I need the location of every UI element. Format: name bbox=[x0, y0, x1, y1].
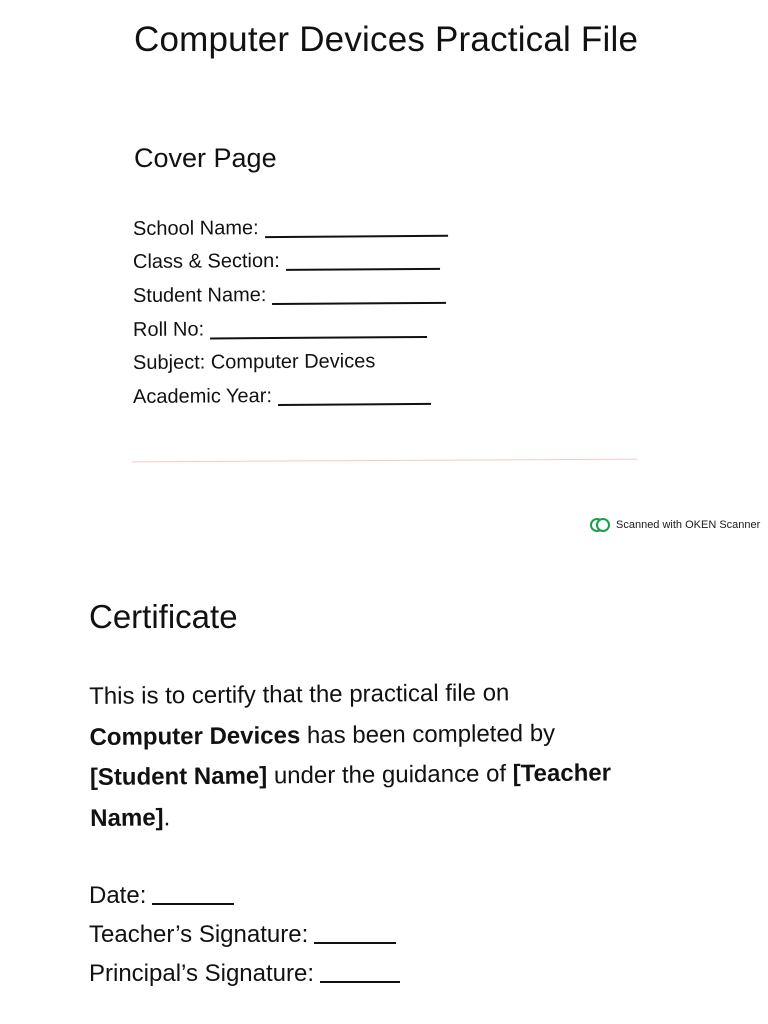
principal-signature-blank bbox=[320, 981, 400, 983]
roll-no-blank bbox=[210, 336, 427, 340]
teacher-signature-blank bbox=[314, 942, 396, 944]
date-field bbox=[89, 881, 234, 911]
statement-subject: Computer Devices bbox=[89, 721, 301, 751]
subject-field bbox=[133, 348, 376, 376]
class-section-label: Class & Section: bbox=[132, 249, 280, 273]
school-name-blank bbox=[265, 235, 448, 238]
academic-year-field bbox=[133, 382, 431, 410]
statement-student-placeholder: [Student Name] bbox=[89, 762, 268, 791]
page-divider-line bbox=[132, 459, 637, 463]
certificate-statement bbox=[89, 672, 690, 839]
statement-end: . bbox=[163, 803, 171, 831]
subject-label: Subject: bbox=[132, 351, 206, 374]
academic-year-blank bbox=[278, 403, 431, 406]
teacher-signature-field bbox=[89, 920, 396, 950]
school-name-label: School Name: bbox=[132, 217, 259, 240]
statement-teacher-placeholder: [Teacher Name] bbox=[90, 759, 612, 832]
student-name-label: Student Name: bbox=[132, 284, 267, 307]
statement-text-1: This is to certify that the practical file on bbox=[89, 679, 510, 710]
statement-text-3: under the guidance of bbox=[273, 760, 507, 790]
cover-page-heading: Cover Page bbox=[134, 143, 277, 173]
teacher-signature-label: Teacher’s Signature: bbox=[89, 921, 309, 948]
scanner-watermark bbox=[590, 517, 760, 533]
class-section-field bbox=[133, 247, 440, 275]
certificate-heading: Certificate bbox=[89, 598, 238, 635]
academic-year-label: Academic Year: bbox=[132, 385, 273, 408]
roll-no-label: Roll No: bbox=[132, 318, 205, 341]
document-title: Computer Devices Practical File bbox=[134, 20, 639, 59]
oken-scanner-logo-icon bbox=[590, 517, 610, 533]
class-section-blank bbox=[286, 268, 440, 271]
student-name-field bbox=[133, 281, 447, 309]
scanner-watermark-text: Scanned with OKEN Scanner bbox=[616, 519, 761, 531]
date-blank bbox=[152, 903, 234, 905]
certificate-page bbox=[0, 560, 768, 1024]
student-name-blank bbox=[272, 302, 446, 305]
date-label: Date: bbox=[89, 882, 147, 909]
subject-value: Computer Devices bbox=[210, 350, 376, 374]
school-name-field bbox=[133, 214, 448, 242]
statement-text-2: has been completed by bbox=[306, 719, 556, 749]
principal-signature-label: Principal’s Signature: bbox=[89, 960, 315, 987]
principal-signature-field bbox=[89, 959, 400, 989]
roll-no-field bbox=[133, 315, 427, 343]
